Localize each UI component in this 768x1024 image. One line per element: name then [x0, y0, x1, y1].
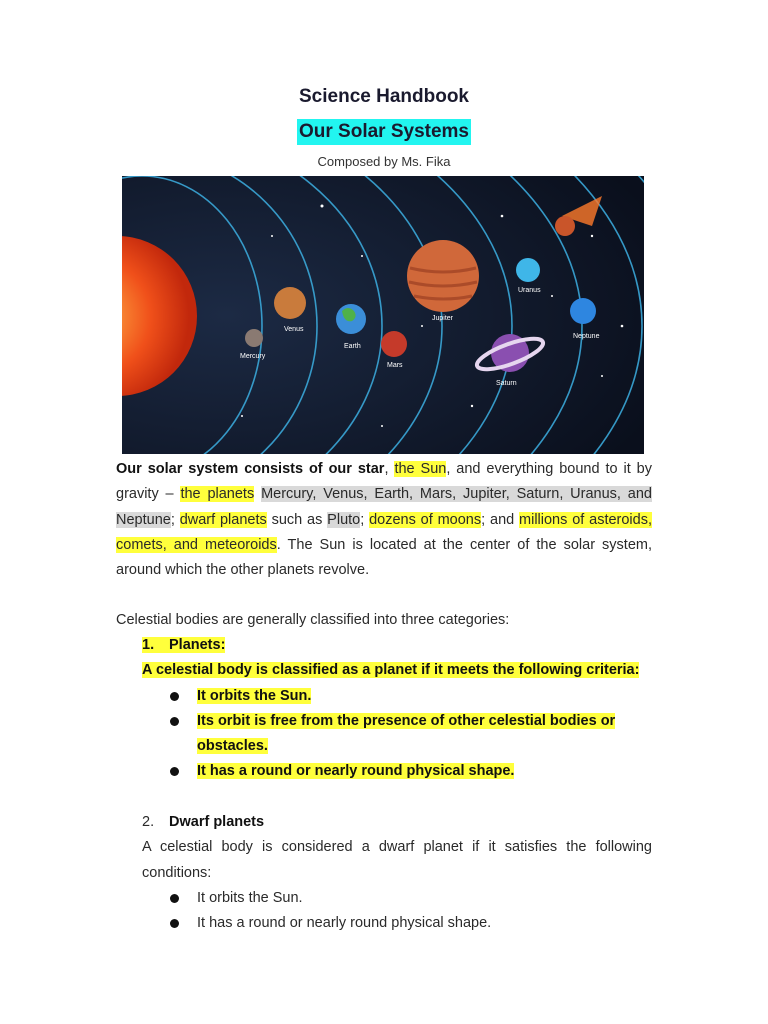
label-neptune: Neptune	[573, 333, 600, 340]
categories-intro: Celestial bodies are generally classified into three categories:	[116, 612, 510, 628]
planet-mercury	[245, 329, 263, 347]
highlight-sun: the Sun	[394, 461, 447, 477]
subtitle-wrap	[0, 119, 768, 145]
planets-heading-line: 1. Planets:	[142, 637, 226, 653]
bullet-icon	[170, 692, 179, 701]
planets-criteria-list	[142, 684, 652, 785]
planet-mars	[381, 331, 407, 357]
list-item: It has a round or nearly round physical shape.	[142, 759, 652, 784]
intro-bold: Our solar system consists of our star	[116, 461, 385, 477]
bullet-icon	[170, 919, 179, 928]
document-subtitle: Our Solar Systems	[297, 119, 471, 145]
label-venus: Venus	[284, 326, 304, 333]
list-item: Its orbit is free from the presence of other celestial bodies or obstacles.	[142, 709, 652, 760]
dwarf-heading: Dwarf planets	[169, 814, 265, 830]
planet-venus	[274, 287, 306, 319]
highlight-planet-list: Mercury, Venus, Earth, Mars, Jupiter, Saturn, Uranus, and Neptune	[116, 486, 652, 528]
planet-neptune	[570, 298, 596, 324]
planets-section	[142, 633, 652, 785]
intro-paragraph: Our solar system consists of our star, the Sun, and everything bound to it by gravity – the planets Mercury, Venus, Earth, Mars, Jupiter, Saturn, Uranus, and Neptune; dwarf planets such as Pluto; dozens of moons; and millions of asteroids, comets, and meteoroids. The Sun is located at the center of the solar system, around which the other planets revolve.	[116, 461, 652, 579]
label-mars: Mars	[387, 362, 403, 369]
label-earth: Earth	[344, 343, 361, 350]
bullet-icon	[170, 894, 179, 903]
planets-heading: Planets:	[169, 637, 226, 653]
highlight-moons: dozens of moons	[369, 511, 482, 528]
planet-uranus	[516, 258, 540, 282]
bullet-icon	[170, 717, 179, 726]
planet-jupiter	[407, 240, 479, 312]
author-line: Composed by Ms. Fika	[317, 154, 451, 169]
highlight-asteroids: millions of asteroids, comets, and meteoroids	[116, 511, 652, 553]
dwarf-conditions-list	[142, 886, 652, 937]
list-item: It orbits the Sun.	[142, 886, 652, 911]
highlight-dwarf: dwarf planets	[179, 511, 267, 528]
label-uranus: Uranus	[518, 287, 541, 294]
planets-criteria: A celestial body is classified as a planet if it meets the following criteria:	[142, 662, 640, 679]
bullet-icon	[170, 767, 179, 776]
dwarf-conditions: A celestial body is considered a dwarf planet if it satisfies the following conditions:	[142, 839, 652, 881]
list-item: It has a round or nearly round physical shape.	[142, 911, 652, 936]
solar-system-illustration	[122, 176, 644, 454]
label-jupiter: Jupiter	[432, 315, 454, 322]
highlight-planets: the planets	[180, 486, 255, 503]
label-mercury: Mercury	[240, 353, 266, 360]
list-item: It orbits the Sun.	[142, 684, 652, 709]
document-title: Science Handbook	[299, 86, 469, 107]
label-saturn: Saturn	[496, 380, 517, 387]
dwarf-section: 2. Dwarf planets A celestial body is considered a dwarf planet if it satisfies the following conditions: It orbits the Sun. It has a round or nearly round physical shape.	[142, 810, 652, 936]
highlight-pluto: Pluto	[327, 511, 361, 528]
